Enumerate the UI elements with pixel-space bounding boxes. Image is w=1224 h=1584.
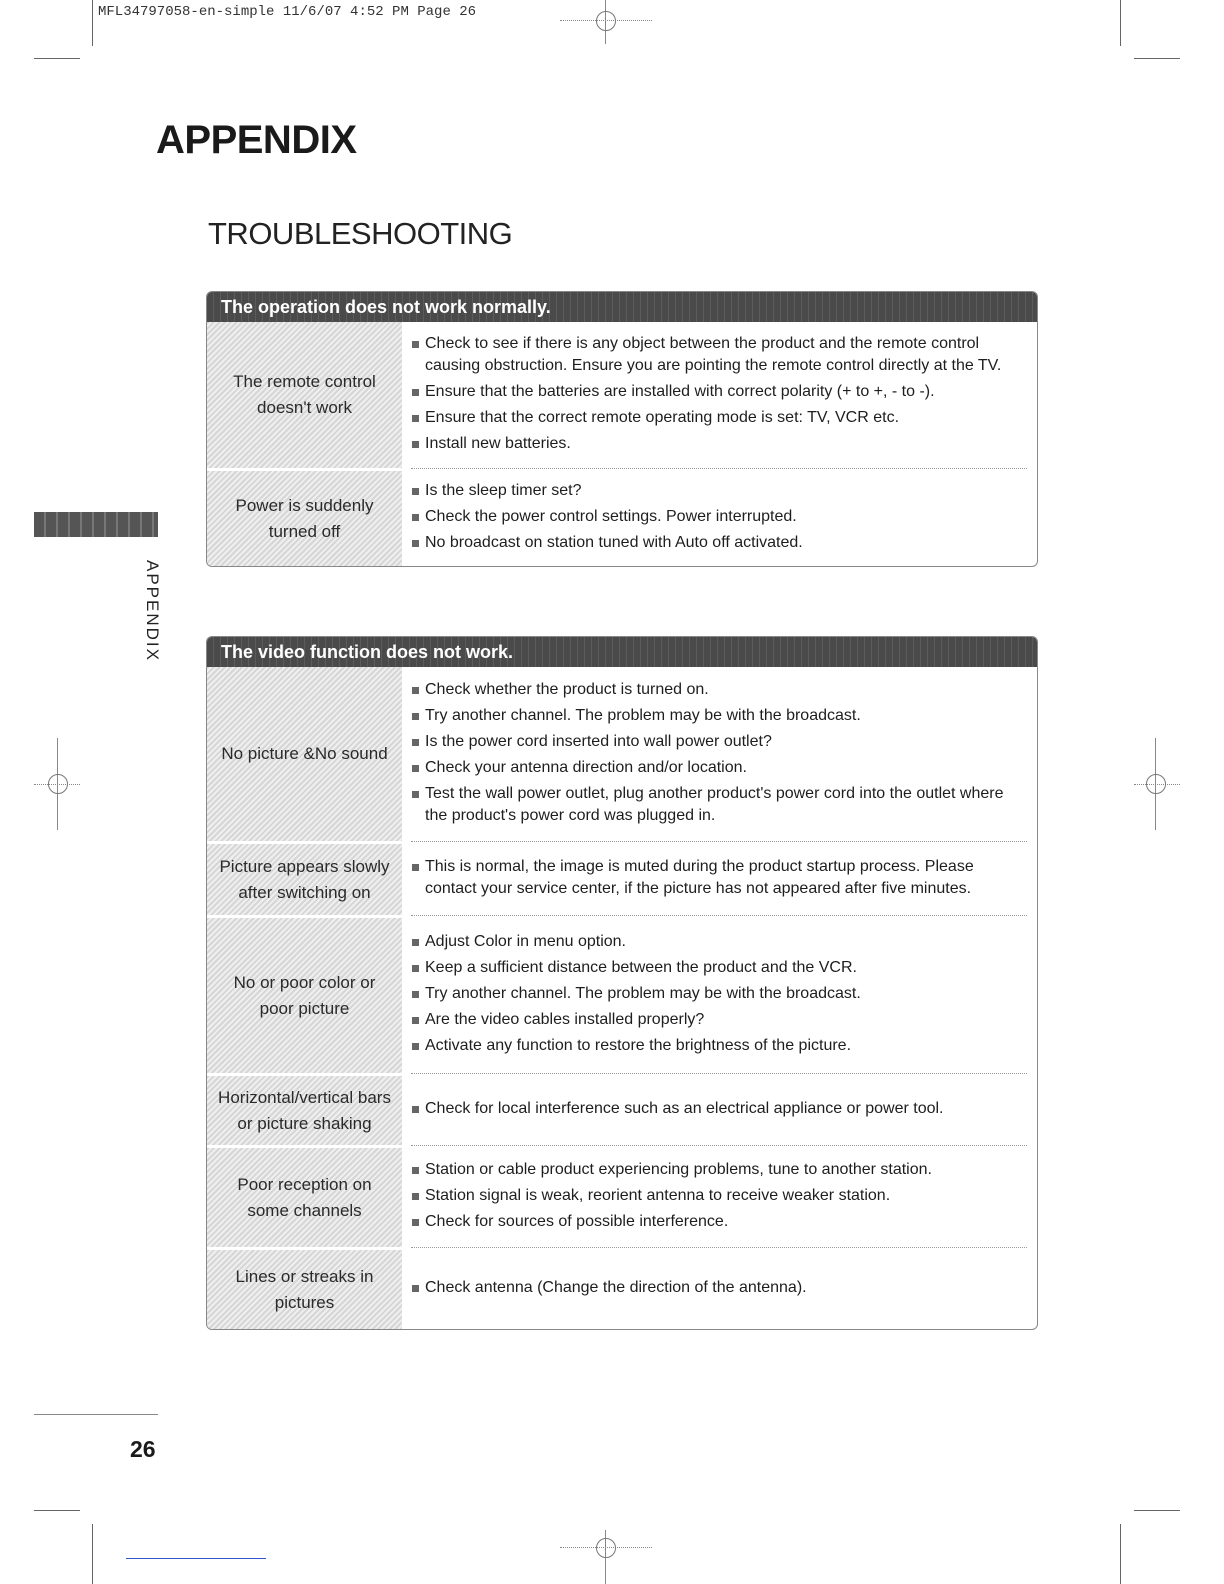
solution-cell bbox=[411, 322, 1027, 468]
solution-item: Check whether the product is turned on. bbox=[411, 679, 1027, 701]
table-row bbox=[207, 915, 1037, 1073]
solution-item: Check antenna (Change the direction of the antenna). bbox=[411, 1277, 807, 1299]
crop-mark bbox=[1134, 1510, 1180, 1511]
solution-list bbox=[411, 478, 803, 558]
solution-item: Try another channel. The problem may be with the broadcast. bbox=[411, 983, 861, 1005]
problem-cell: Horizontal/vertical bars or picture shaking bbox=[207, 1073, 403, 1145]
solution-cell bbox=[411, 1073, 1027, 1145]
solution-item: Ensure that the correct remote operating mode is set: TV, VCR etc. bbox=[411, 407, 1027, 429]
registration-circle-icon bbox=[48, 774, 68, 794]
problem-cell: No picture &No sound bbox=[207, 667, 403, 841]
crop-mark bbox=[1134, 58, 1180, 59]
solution-item: Is the power cord inserted into wall power outlet? bbox=[411, 731, 1027, 753]
crop-mark bbox=[34, 1510, 80, 1511]
table-row bbox=[207, 841, 1037, 915]
solution-list bbox=[411, 854, 1027, 904]
solution-item: Station or cable product experiencing problems, tune to another station. bbox=[411, 1159, 932, 1181]
solution-item: Is the sleep timer set? bbox=[411, 480, 803, 502]
table-row bbox=[207, 1073, 1037, 1145]
solution-item: Install new batteries. bbox=[411, 433, 1027, 455]
solution-cell bbox=[411, 1145, 1027, 1247]
solution-item: Ensure that the batteries are installed with correct polarity (+ to +, - to -). bbox=[411, 381, 1027, 403]
solution-list bbox=[411, 331, 1027, 459]
registration-circle-icon bbox=[596, 1538, 616, 1558]
solution-cell bbox=[411, 1247, 1027, 1329]
page-number: 26 bbox=[130, 1436, 156, 1462]
footer-rule bbox=[34, 1414, 158, 1415]
footer-link-line bbox=[126, 1558, 266, 1559]
solution-item: Check the power control settings. Power interrupted. bbox=[411, 506, 803, 528]
side-tab-marker bbox=[34, 512, 158, 537]
crop-mark bbox=[1120, 0, 1121, 46]
problem-cell: Power is suddenly turned off bbox=[207, 468, 403, 566]
solution-cell bbox=[411, 468, 1027, 566]
table-row bbox=[207, 667, 1037, 841]
solution-item: Check your antenna direction and/or location. bbox=[411, 757, 1027, 779]
solution-item: Are the video cables installed properly? bbox=[411, 1009, 861, 1031]
table-row bbox=[207, 468, 1037, 566]
solution-list bbox=[411, 929, 861, 1061]
solution-list bbox=[411, 677, 1027, 831]
side-tab-label: APPENDIX bbox=[143, 560, 162, 662]
section-title: TROUBLESHOOTING bbox=[208, 216, 513, 251]
crop-mark bbox=[92, 0, 93, 46]
troubleshooting-panel-video bbox=[206, 636, 1038, 1330]
solution-list bbox=[411, 1275, 807, 1303]
problem-cell: No or poor color or poor picture bbox=[207, 915, 403, 1073]
panel-heading: The operation does not work normally. bbox=[207, 292, 1037, 322]
solution-cell bbox=[411, 667, 1027, 841]
table-row bbox=[207, 1247, 1037, 1329]
solution-item: Try another channel. The problem may be with the broadcast. bbox=[411, 705, 1027, 727]
solution-item: Adjust Color in menu option. bbox=[411, 931, 861, 953]
page-title: APPENDIX bbox=[156, 118, 357, 162]
print-header: MFL34797058-en-simple 11/6/07 4:52 PM Page 26 bbox=[98, 4, 477, 20]
problem-cell: The remote control doesn't work bbox=[207, 322, 403, 468]
problem-cell: Picture appears slowly after switching on bbox=[207, 841, 403, 915]
solution-item: Keep a sufficient distance between the product and the VCR. bbox=[411, 957, 861, 979]
solution-item: Station signal is weak, reorient antenna to receive weaker station. bbox=[411, 1185, 932, 1207]
solution-item: Check to see if there is any object between the product and the remote control causing obstruction. Ensure you are pointing the remote control directly at the TV. bbox=[411, 333, 1027, 377]
crop-mark bbox=[34, 58, 80, 59]
solution-item: This is normal, the image is muted during the product startup process. Please contact your service center, if the picture has not appeared after five minutes. bbox=[411, 856, 1027, 900]
solution-item: Activate any function to restore the brightness of the picture. bbox=[411, 1035, 861, 1057]
solution-item: Check for sources of possible interference. bbox=[411, 1211, 932, 1233]
registration-circle-icon bbox=[596, 11, 616, 31]
solution-cell bbox=[411, 915, 1027, 1073]
solution-list bbox=[411, 1096, 944, 1124]
problem-cell: Poor reception on some channels bbox=[207, 1145, 403, 1247]
solution-item: Test the wall power outlet, plug another product's power cord into the outlet where the product's power cord was plugged in. bbox=[411, 783, 1027, 827]
crop-mark bbox=[1120, 1524, 1121, 1584]
registration-circle-icon bbox=[1146, 774, 1166, 794]
table-row bbox=[207, 1145, 1037, 1247]
solution-item: No broadcast on station tuned with Auto off activated. bbox=[411, 532, 803, 554]
troubleshooting-panel-operation bbox=[206, 291, 1038, 567]
table-row bbox=[207, 322, 1037, 468]
solution-cell bbox=[411, 841, 1027, 915]
problem-cell: Lines or streaks in pictures bbox=[207, 1247, 403, 1329]
solution-list bbox=[411, 1157, 932, 1237]
crop-mark bbox=[92, 1524, 93, 1584]
panel-heading: The video function does not work. bbox=[207, 637, 1037, 667]
solution-item: Check for local interference such as an electrical appliance or power tool. bbox=[411, 1098, 944, 1120]
